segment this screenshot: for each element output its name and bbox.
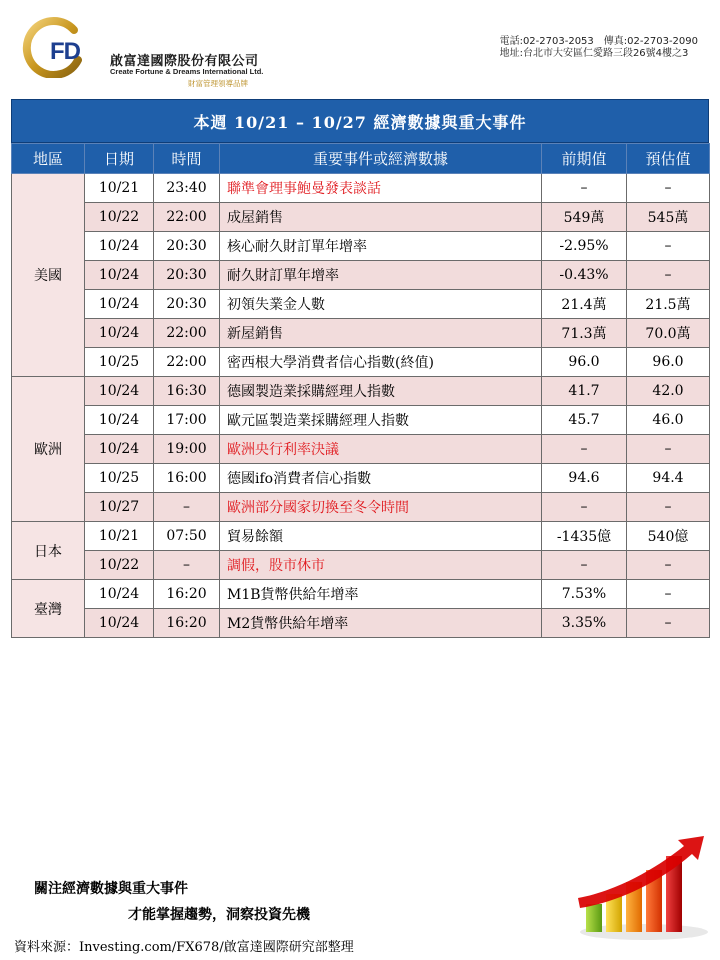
time-cell: 16:00 bbox=[154, 464, 220, 493]
table-row bbox=[12, 290, 710, 319]
estimate-value-cell: – bbox=[627, 174, 710, 203]
company-tagline: 財富管理領導品牌 bbox=[188, 79, 248, 88]
date-cell: 10/22 bbox=[85, 551, 154, 580]
growth-chart-icon bbox=[572, 832, 712, 944]
table-row bbox=[12, 261, 710, 290]
previous-value-cell: 21.4萬 bbox=[542, 290, 627, 319]
header-estimate: 預估值 bbox=[627, 144, 710, 174]
header-date: 日期 bbox=[85, 144, 154, 174]
estimate-value-cell: 540億 bbox=[627, 522, 710, 551]
header-region: 地區 bbox=[12, 144, 85, 174]
estimate-value-cell: 96.0 bbox=[627, 348, 710, 377]
event-cell: 聯準會理事鮑曼發表談話 bbox=[220, 174, 542, 203]
previous-value-cell: – bbox=[542, 493, 627, 522]
header-time: 時間 bbox=[154, 144, 220, 174]
table-row bbox=[12, 406, 710, 435]
estimate-value-cell: 94.4 bbox=[627, 464, 710, 493]
date-cell: 10/27 bbox=[85, 493, 154, 522]
table-header-row bbox=[12, 144, 710, 174]
time-cell: 20:30 bbox=[154, 261, 220, 290]
estimate-value-cell: – bbox=[627, 261, 710, 290]
region-cell: 臺灣 bbox=[12, 580, 85, 638]
region-cell: 歐洲 bbox=[12, 377, 85, 522]
time-cell: 16:20 bbox=[154, 580, 220, 609]
estimate-value-cell: – bbox=[627, 232, 710, 261]
region-cell: 日本 bbox=[12, 522, 85, 580]
previous-value-cell: 94.6 bbox=[542, 464, 627, 493]
previous-value-cell: 3.35% bbox=[542, 609, 627, 638]
event-cell: 新屋銷售 bbox=[220, 319, 542, 348]
header-previous: 前期值 bbox=[542, 144, 627, 174]
time-cell: 22:00 bbox=[154, 348, 220, 377]
date-cell: 10/24 bbox=[85, 261, 154, 290]
date-cell: 10/24 bbox=[85, 609, 154, 638]
time-cell: 20:30 bbox=[154, 232, 220, 261]
time-cell: 16:20 bbox=[154, 609, 220, 638]
table-row bbox=[12, 377, 710, 406]
time-cell: – bbox=[154, 551, 220, 580]
table-body bbox=[12, 174, 710, 638]
address: 地址:台北市大安區仁愛路三段26號4樓之3 bbox=[499, 48, 689, 59]
table-row bbox=[12, 522, 710, 551]
date-cell: 10/25 bbox=[85, 348, 154, 377]
previous-value-cell: – bbox=[542, 174, 627, 203]
footer-slogan bbox=[34, 876, 310, 928]
estimate-value-cell: 21.5萬 bbox=[627, 290, 710, 319]
time-cell: – bbox=[154, 493, 220, 522]
company-name-zh: 啟富達國際股份有限公司 bbox=[110, 54, 259, 69]
events-table-container bbox=[11, 99, 709, 638]
table-title: 本週 10/21 – 10/27 經濟數據與重大事件 bbox=[11, 99, 709, 143]
previous-value-cell: 7.53% bbox=[542, 580, 627, 609]
previous-value-cell: -1435億 bbox=[542, 522, 627, 551]
date-cell: 10/24 bbox=[85, 435, 154, 464]
previous-value-cell: -0.43% bbox=[542, 261, 627, 290]
previous-value-cell: – bbox=[542, 551, 627, 580]
event-cell: 調假，股市休市 bbox=[220, 551, 542, 580]
estimate-value-cell: 46.0 bbox=[627, 406, 710, 435]
estimate-value-cell: – bbox=[627, 580, 710, 609]
date-cell: 10/24 bbox=[85, 290, 154, 319]
estimate-value-cell: – bbox=[627, 435, 710, 464]
time-cell: 19:00 bbox=[154, 435, 220, 464]
header-event: 重要事件或經濟數據 bbox=[220, 144, 542, 174]
previous-value-cell: -2.95% bbox=[542, 232, 627, 261]
table-row bbox=[12, 174, 710, 203]
table-row bbox=[12, 203, 710, 232]
event-cell: 歐元區製造業採購經理人指數 bbox=[220, 406, 542, 435]
table-row bbox=[12, 580, 710, 609]
logo-letters: FD bbox=[50, 38, 80, 65]
date-cell: 10/21 bbox=[85, 522, 154, 551]
date-cell: 10/24 bbox=[85, 406, 154, 435]
time-cell: 22:00 bbox=[154, 319, 220, 348]
table-row bbox=[12, 493, 710, 522]
estimate-value-cell: 42.0 bbox=[627, 377, 710, 406]
company-logo bbox=[22, 16, 292, 88]
region-cell: 美國 bbox=[12, 174, 85, 377]
estimate-value-cell: 70.0萬 bbox=[627, 319, 710, 348]
event-cell: 初領失業金人數 bbox=[220, 290, 542, 319]
previous-value-cell: 71.3萬 bbox=[542, 319, 627, 348]
event-cell: 貿易餘額 bbox=[220, 522, 542, 551]
estimate-value-cell: – bbox=[627, 493, 710, 522]
event-cell: 成屋銷售 bbox=[220, 203, 542, 232]
date-cell: 10/22 bbox=[85, 203, 154, 232]
estimate-value-cell: – bbox=[627, 609, 710, 638]
event-cell: M2貨幣供給年增率 bbox=[220, 609, 542, 638]
table-row bbox=[12, 319, 710, 348]
events-table bbox=[11, 143, 710, 638]
slogan-line-1: 關注經濟數據與重大事件 bbox=[34, 881, 188, 897]
slogan-line-2: 才能掌握趨勢，洞察投資先機 bbox=[128, 907, 310, 923]
date-cell: 10/24 bbox=[85, 319, 154, 348]
previous-value-cell: – bbox=[542, 435, 627, 464]
table-row bbox=[12, 464, 710, 493]
time-cell: 17:00 bbox=[154, 406, 220, 435]
table-row bbox=[12, 232, 710, 261]
event-cell: 歐洲央行利率決議 bbox=[220, 435, 542, 464]
table-row bbox=[12, 609, 710, 638]
event-cell: 德國ifo消費者信心指數 bbox=[220, 464, 542, 493]
contact-info bbox=[500, 36, 698, 60]
time-cell: 22:00 bbox=[154, 203, 220, 232]
event-cell: M1B貨幣供給年增率 bbox=[220, 580, 542, 609]
previous-value-cell: 41.7 bbox=[542, 377, 627, 406]
estimate-value-cell: 545萬 bbox=[627, 203, 710, 232]
table-row bbox=[12, 435, 710, 464]
time-cell: 20:30 bbox=[154, 290, 220, 319]
date-cell: 10/24 bbox=[85, 232, 154, 261]
date-cell: 10/24 bbox=[85, 377, 154, 406]
table-row bbox=[12, 551, 710, 580]
time-cell: 16:30 bbox=[154, 377, 220, 406]
date-cell: 10/21 bbox=[85, 174, 154, 203]
phone-fax: 電話:02-2703-2053 傳真:02-2703-2090 bbox=[499, 36, 698, 47]
event-cell: 德國製造業採購經理人指數 bbox=[220, 377, 542, 406]
time-cell: 07:50 bbox=[154, 522, 220, 551]
previous-value-cell: 45.7 bbox=[542, 406, 627, 435]
date-cell: 10/24 bbox=[85, 580, 154, 609]
event-cell: 核心耐久財訂單年增率 bbox=[220, 232, 542, 261]
event-cell: 歐洲部分國家切換至冬令時間 bbox=[220, 493, 542, 522]
previous-value-cell: 96.0 bbox=[542, 348, 627, 377]
data-source: 資料來源：Investing.com/FX678/啟富達國際研究部整理 bbox=[14, 940, 354, 955]
event-cell: 耐久財訂單年增率 bbox=[220, 261, 542, 290]
estimate-value-cell: – bbox=[627, 551, 710, 580]
previous-value-cell: 549萬 bbox=[542, 203, 627, 232]
time-cell: 23:40 bbox=[154, 174, 220, 203]
table-row bbox=[12, 348, 710, 377]
company-name-en: Create Fortune & Dreams International Ltd. bbox=[110, 67, 264, 76]
date-cell: 10/25 bbox=[85, 464, 154, 493]
event-cell: 密西根大學消費者信心指數(終值) bbox=[220, 348, 542, 377]
